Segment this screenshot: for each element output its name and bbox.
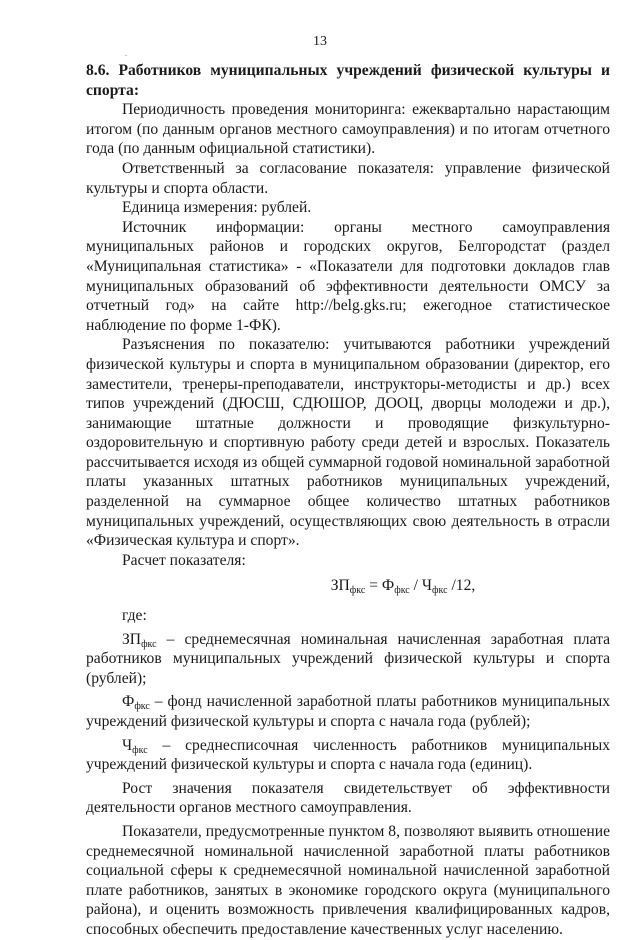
formula-zp: ЗП [330, 577, 350, 595]
calc-label: Расчет показателя: [122, 551, 246, 569]
def-zp-sub: фкс [141, 638, 157, 650]
section-heading: 8.6. Работников муниципальных учреждений физической культуры и спорта: [86, 62, 610, 99]
responsible-paragraph: Ответственный за согласование показателя: управление физической культуры и спорта области. [86, 159, 610, 197]
formula-ch-sub: фкс [432, 585, 448, 597]
growth-paragraph: Рост значения показателя свидетельствует об эффективности деятельности органов местного самоуправления. [86, 779, 610, 817]
definition-ch [86, 736, 610, 775]
where-label: где: [122, 607, 147, 625]
formula-tail: /12, [447, 577, 476, 595]
periodicity-paragraph: Периодичность проведения мониторинга: ежеквартально нарастающим итогом (по данным органов местного самоуправления) и по итогам отчетного года (по данным официальной статистики). [86, 101, 610, 158]
formula-f: Ф [381, 577, 395, 595]
def-ch-symbol: Ч [122, 736, 133, 754]
header-dot: . [125, 49, 127, 58]
formula-f-sub: фкс [394, 585, 410, 597]
def-ch-text: – среднесписочная численность работников муниципальных учреждений физической культуры и спорта с начала года (единиц). [86, 736, 610, 774]
explanation-paragraph: Разъяснения по показателю: учитываются работники учреждений физической культуры и спорта в муниципальном образовании (директор, его заместители, тренеры-преподаватели, инструкторы-методисты и др.) всех типов учреждений (ДЮСШ, СДЮШОР, ДООЦ, дворцы молодежи и др.), занимающие штатные должности и проводящие физкультурно-оздоровительную и спортивную работу среди детей и взрослых. Показатель рассчитывается исходя из общей суммарной годовой номинальной заработной платы указанных штатных работников муниципальных учреждений, разделенной на суммарное общее количество штатных работников муниципальных учреждений, осуществляющих свою деятельность в отрасли «Физическая культура и спорт». [86, 336, 610, 550]
def-f-text: – фонд начисленной заработной платы работников муниципальных учреждений физической культуры и спорта с начала года (рублей); [86, 693, 610, 730]
page-content [86, 61, 610, 940]
definition-zp [86, 630, 610, 689]
def-ch-sub: фкс [132, 744, 148, 756]
definition-f [86, 692, 610, 731]
formula-slash: / [409, 577, 422, 595]
conclusion-paragraph: Показатели, предусмотренные пунктом 8, позволяют выявить отношение среднемесячной номинальной начисленной заработной платы работников социальной сферы к среднемесячной номинальной начисленной заработной плате работников, занятых в экономике городского округа (муниципального района), и оценить возможность привлечения квалифицированных кадров, способных обеспечить предоставление качественных услуг населению. [86, 822, 610, 938]
unit-paragraph: Единица измерения: рублей. [122, 199, 312, 217]
page-number: 13 [313, 34, 327, 49]
def-zp-symbol: ЗП [122, 630, 142, 648]
formula-zp-sub: фкс [349, 585, 366, 597]
def-zp-text: – среднемесячная номинальная начисленная заработная плата работников муниципальных учреждений физической культуры и спорта (рублей); [86, 630, 610, 687]
formula-ch: Ч [421, 577, 433, 595]
formula [86, 576, 610, 596]
def-f-symbol: Ф [122, 693, 135, 711]
def-f-sub: фкс [134, 701, 150, 713]
source-paragraph: Источник информации: органы местного самоуправления муниципальных районов и городских округов, Белгородстат (раздел «Муниципальная статистика» - «Показатели для подготовки докладов глав муниципальных образований об эффективности деятельности ОМСУ за отчетный год» на сайте http://belg.gks.ru; ежегодное статистическое наблюдение по форме 1-ФК). [86, 218, 610, 334]
formula-eq: = [365, 577, 382, 595]
